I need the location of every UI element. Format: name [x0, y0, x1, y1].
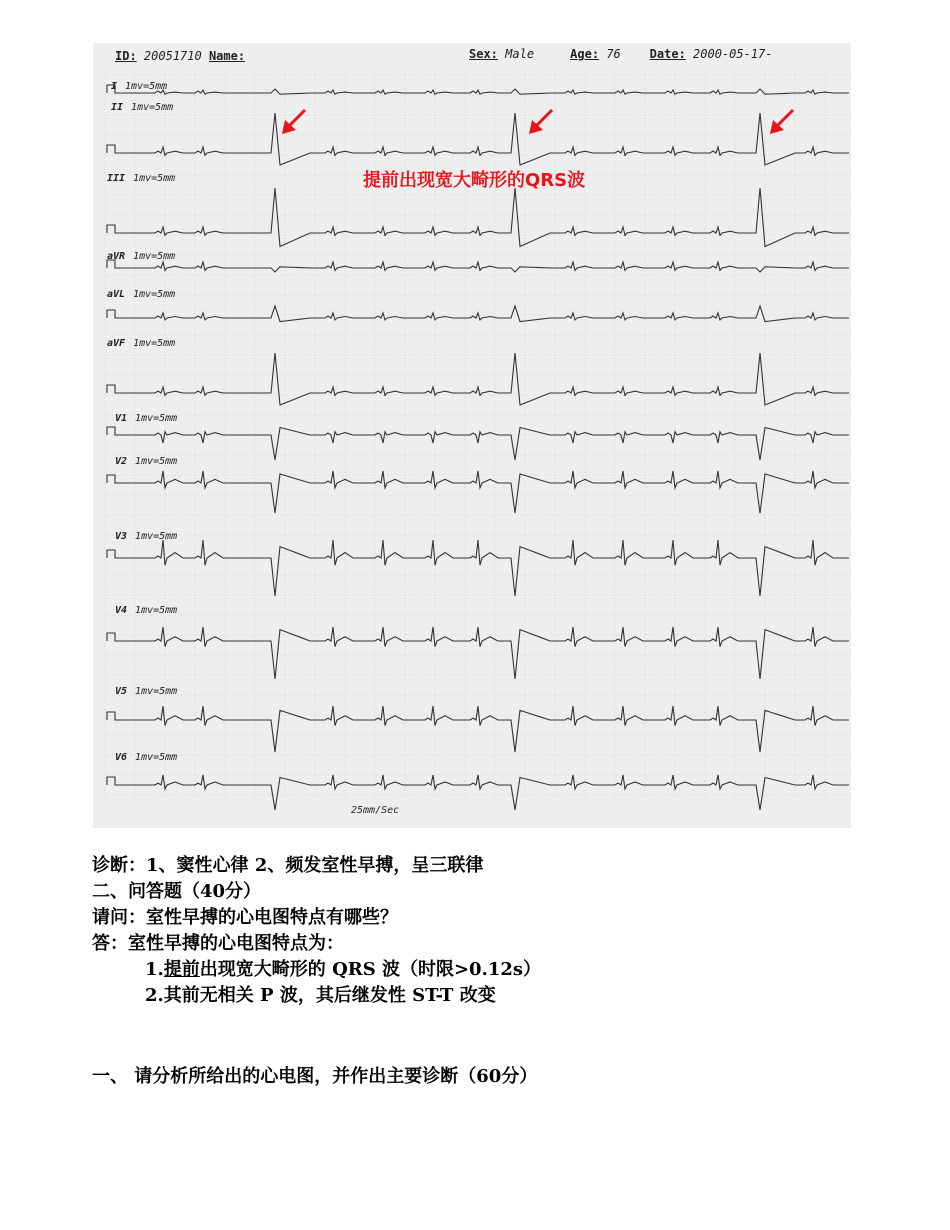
- lead-label-III: III 1mv=5mm: [107, 173, 176, 184]
- lead-label-V2: V2 1mv=5mm: [115, 456, 178, 467]
- answer-point-2: 2.其前无相关 P 波，其后继发性 ST-T 改变: [145, 985, 496, 1006]
- answer-intro: 答：室性早搏的心电图特点为：: [92, 933, 344, 954]
- ecg-sheet: [93, 43, 851, 828]
- ecg-lead-trace: [107, 775, 849, 810]
- diagnosis-line: 诊断：1、窦性心律 2、频发室性早搏，呈三联律: [92, 855, 484, 876]
- section-two-heading: 二、问答题（40分）: [92, 881, 262, 902]
- lead-label-V4: V4 1mv=5mm: [115, 605, 178, 616]
- lead-label-aVF: aVF 1mv=5mm: [107, 338, 176, 349]
- underlined-term: 提前: [163, 959, 200, 980]
- red-arrow-icon: [526, 107, 556, 137]
- ecg-lead-trace: [107, 113, 849, 165]
- lead-label-V5: V5 1mv=5mm: [115, 686, 178, 697]
- lead-label-V3: V3 1mv=5mm: [115, 531, 178, 542]
- ecg-lead-trace: [107, 85, 849, 94]
- lead-label-II: II 1mv=5mm: [111, 102, 174, 113]
- lead-label-I: I 1mv=5mm: [111, 81, 168, 92]
- sex-value: Male: [505, 47, 535, 61]
- ecg-header-id: [115, 49, 245, 63]
- age-label: Age:: [570, 47, 600, 61]
- lead-label-V1: V1 1mv=5mm: [115, 413, 178, 424]
- ecg-lead-trace: [107, 306, 849, 322]
- paper-speed-label: 25mm/Sec: [351, 805, 400, 816]
- ecg-lead-trace: [107, 471, 849, 513]
- ecg-lead-trace: [107, 188, 849, 247]
- ecg-lead-trace: [107, 540, 849, 596]
- lead-label-aVR: aVR 1mv=5mm: [107, 251, 176, 262]
- id-label: ID:: [115, 49, 137, 63]
- ecg-header-demographics: [469, 47, 773, 61]
- ecg-lead-trace: [107, 353, 849, 405]
- date-label: Date:: [649, 47, 686, 61]
- lead-label-aVL: aVL 1mv=5mm: [107, 289, 176, 300]
- ecg-trace-image: [93, 43, 851, 828]
- name-label: Name:: [208, 49, 246, 63]
- answer-point-1: 1.提前出现宽大畸形的 QRS 波（时限>0.12s）: [145, 959, 542, 980]
- id-value: 20051710: [143, 49, 202, 63]
- annotation-text: 提前出现宽大畸形的QRS波: [363, 170, 586, 191]
- lead-label-V6: V6 1mv=5mm: [115, 752, 178, 763]
- ecg-lead-trace: [107, 706, 849, 752]
- red-arrow-icon: [767, 107, 797, 137]
- age-value: 76: [606, 47, 621, 61]
- sex-label: Sex:: [469, 47, 498, 61]
- section-one-heading: 一、 请分析所给出的心电图，并作出主要诊断（60分）: [92, 1066, 538, 1087]
- ecg-lead-trace: [107, 260, 849, 272]
- question-line: 请问：室性早搏的心电图特点有哪些？: [92, 907, 398, 928]
- red-arrow-icon: [279, 107, 309, 137]
- date-value: 2000-05-17-: [693, 47, 773, 61]
